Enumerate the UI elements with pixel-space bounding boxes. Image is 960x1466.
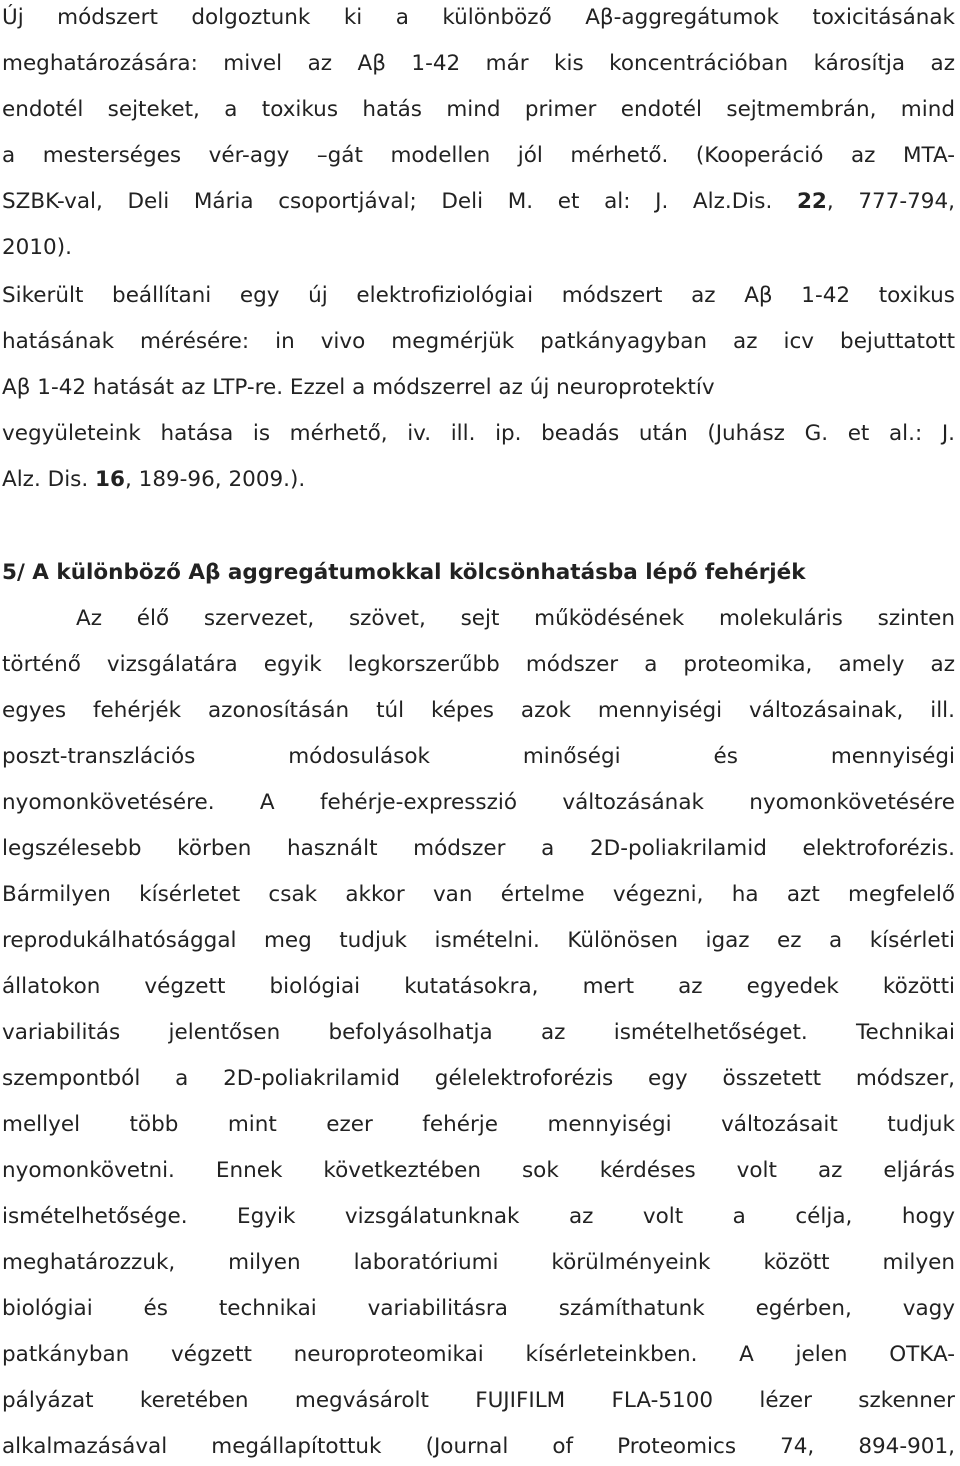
section-5-line-1: Az élő szervezet, szövet, sejt működésének molekuláris szinten — [76, 606, 955, 631]
paragraph-1-line-5 — [2, 188, 955, 216]
paragraph-2-line-5-text: Alz. Dis. — [2, 467, 96, 492]
paragraph-2-line-2: hatásának mérésére: in vivo megmérjük patkányagyban az icv bejuttatott — [2, 329, 955, 354]
paragraph-1-line-6: 2010). — [2, 235, 72, 260]
section-5-line-12: mellyel több mint ezer fehérje mennyiségi változásait tudjuk — [2, 1112, 955, 1137]
paragraph-1-line-4: a mesterséges vér-agy –gát modellen jól mérhető. (Kooperáció az MTA- — [2, 143, 955, 168]
citation-volume-16: 16 — [95, 467, 125, 492]
section-5-heading: 5/ A különböző Aβ aggregátumokkal kölcsönhatásba lépő fehérjék — [2, 560, 806, 585]
section-5-line-16: biológiai és technikai variabilitásra számíthatunk egérben, vagy — [2, 1296, 955, 1321]
section-5-line-13: nyomonkövetni. Ennek következtében sok kérdéses volt az eljárás — [2, 1158, 955, 1183]
paragraph-1-line-5-tail: , 777-794, — [826, 189, 956, 214]
paragraph-1-line-3: endotél sejteket, a toxikus hatás mind primer endotél sejtmembrán, mind — [2, 97, 955, 122]
paragraph-1-line-2: meghatározására: mivel az Aβ 1-42 már kis koncentrációban károsítja az — [2, 51, 955, 76]
paragraph-2-line-5-tail: , 189-96, 2009.). — [124, 467, 306, 492]
section-5-line-3: egyes fehérjék azonosításán túl képes azok mennyiségi változásainak, ill. — [2, 698, 955, 723]
section-5-line-18: pályázat keretében megvásárolt FUJIFILM FLA-5100 lézer szkenner — [2, 1388, 955, 1413]
paragraph-2-line-4: vegyületeink hatása is mérhető, iv. ill. ip. beadás után (Juhász G. et al.: J. — [2, 421, 955, 446]
paragraph-1-line-5-text: SZBK-val, Deli Mária csoportjával; Deli M. et al: J. Alz.Dis. — [2, 189, 797, 214]
section-5-line-9: állatokon végzett biológiai kutatásokra, mert az egyedek közötti — [2, 974, 955, 999]
section-5-line-15: meghatározzuk, milyen laboratóriumi körülményeink között milyen — [2, 1250, 955, 1275]
section-5-line-7: Bármilyen kísérletet csak akkor van értelme végezni, ha azt megfelelő — [2, 882, 955, 907]
paragraph-2-line-3: Aβ 1-42 hatását az LTP-re. Ezzel a módszerrel az új neuroprotektív — [2, 375, 715, 400]
section-5-line-2: történő vizsgálatára egyik legkorszerűbb módszer a proteomika, amely az — [2, 652, 955, 677]
section-5-line-10: variabilitás jelentősen befolyásolhatja az ismételhetőséget. Technikai — [2, 1020, 955, 1045]
section-5-line-14: ismételhetősége. Egyik vizsgálatunknak az volt a célja, hogy — [2, 1204, 955, 1229]
paragraph-2-line-5 — [2, 466, 305, 494]
paragraph-2-line-1: Sikerült beállítani egy új elektrofiziológiai módszert az Aβ 1-42 toxikus — [2, 283, 955, 308]
citation-volume-22: 22 — [796, 189, 827, 214]
section-5-line-6: legszélesebb körben használt módszer a 2D-poliakrilamid elektroforézis. — [2, 836, 955, 861]
section-5-line-11: szempontból a 2D-poliakrilamid gélelektroforézis egy összetett módszer, — [2, 1066, 955, 1091]
section-5-line-4: poszt-transzlációs módosulások minőségi és mennyiségi — [2, 744, 955, 769]
section-5-line-8: reprodukálhatósággal meg tudjuk ismételni. Különösen igaz ez a kísérleti — [2, 928, 955, 953]
paragraph-1-line-1: Új módszert dolgoztunk ki a különböző Aβ-aggregátumok toxicitásának — [2, 5, 955, 30]
section-5-line-5: nyomonkövetésére. A fehérje-expresszió változásának nyomonkövetésére — [2, 790, 955, 815]
section-5-line-19: alkalmazásával megállapítottuk (Journal of Proteomics 74, 894-901, — [2, 1434, 955, 1459]
section-5-line-17: patkányban végzett neuroproteomikai kísérleteinkben. A jelen OTKA- — [2, 1342, 955, 1367]
